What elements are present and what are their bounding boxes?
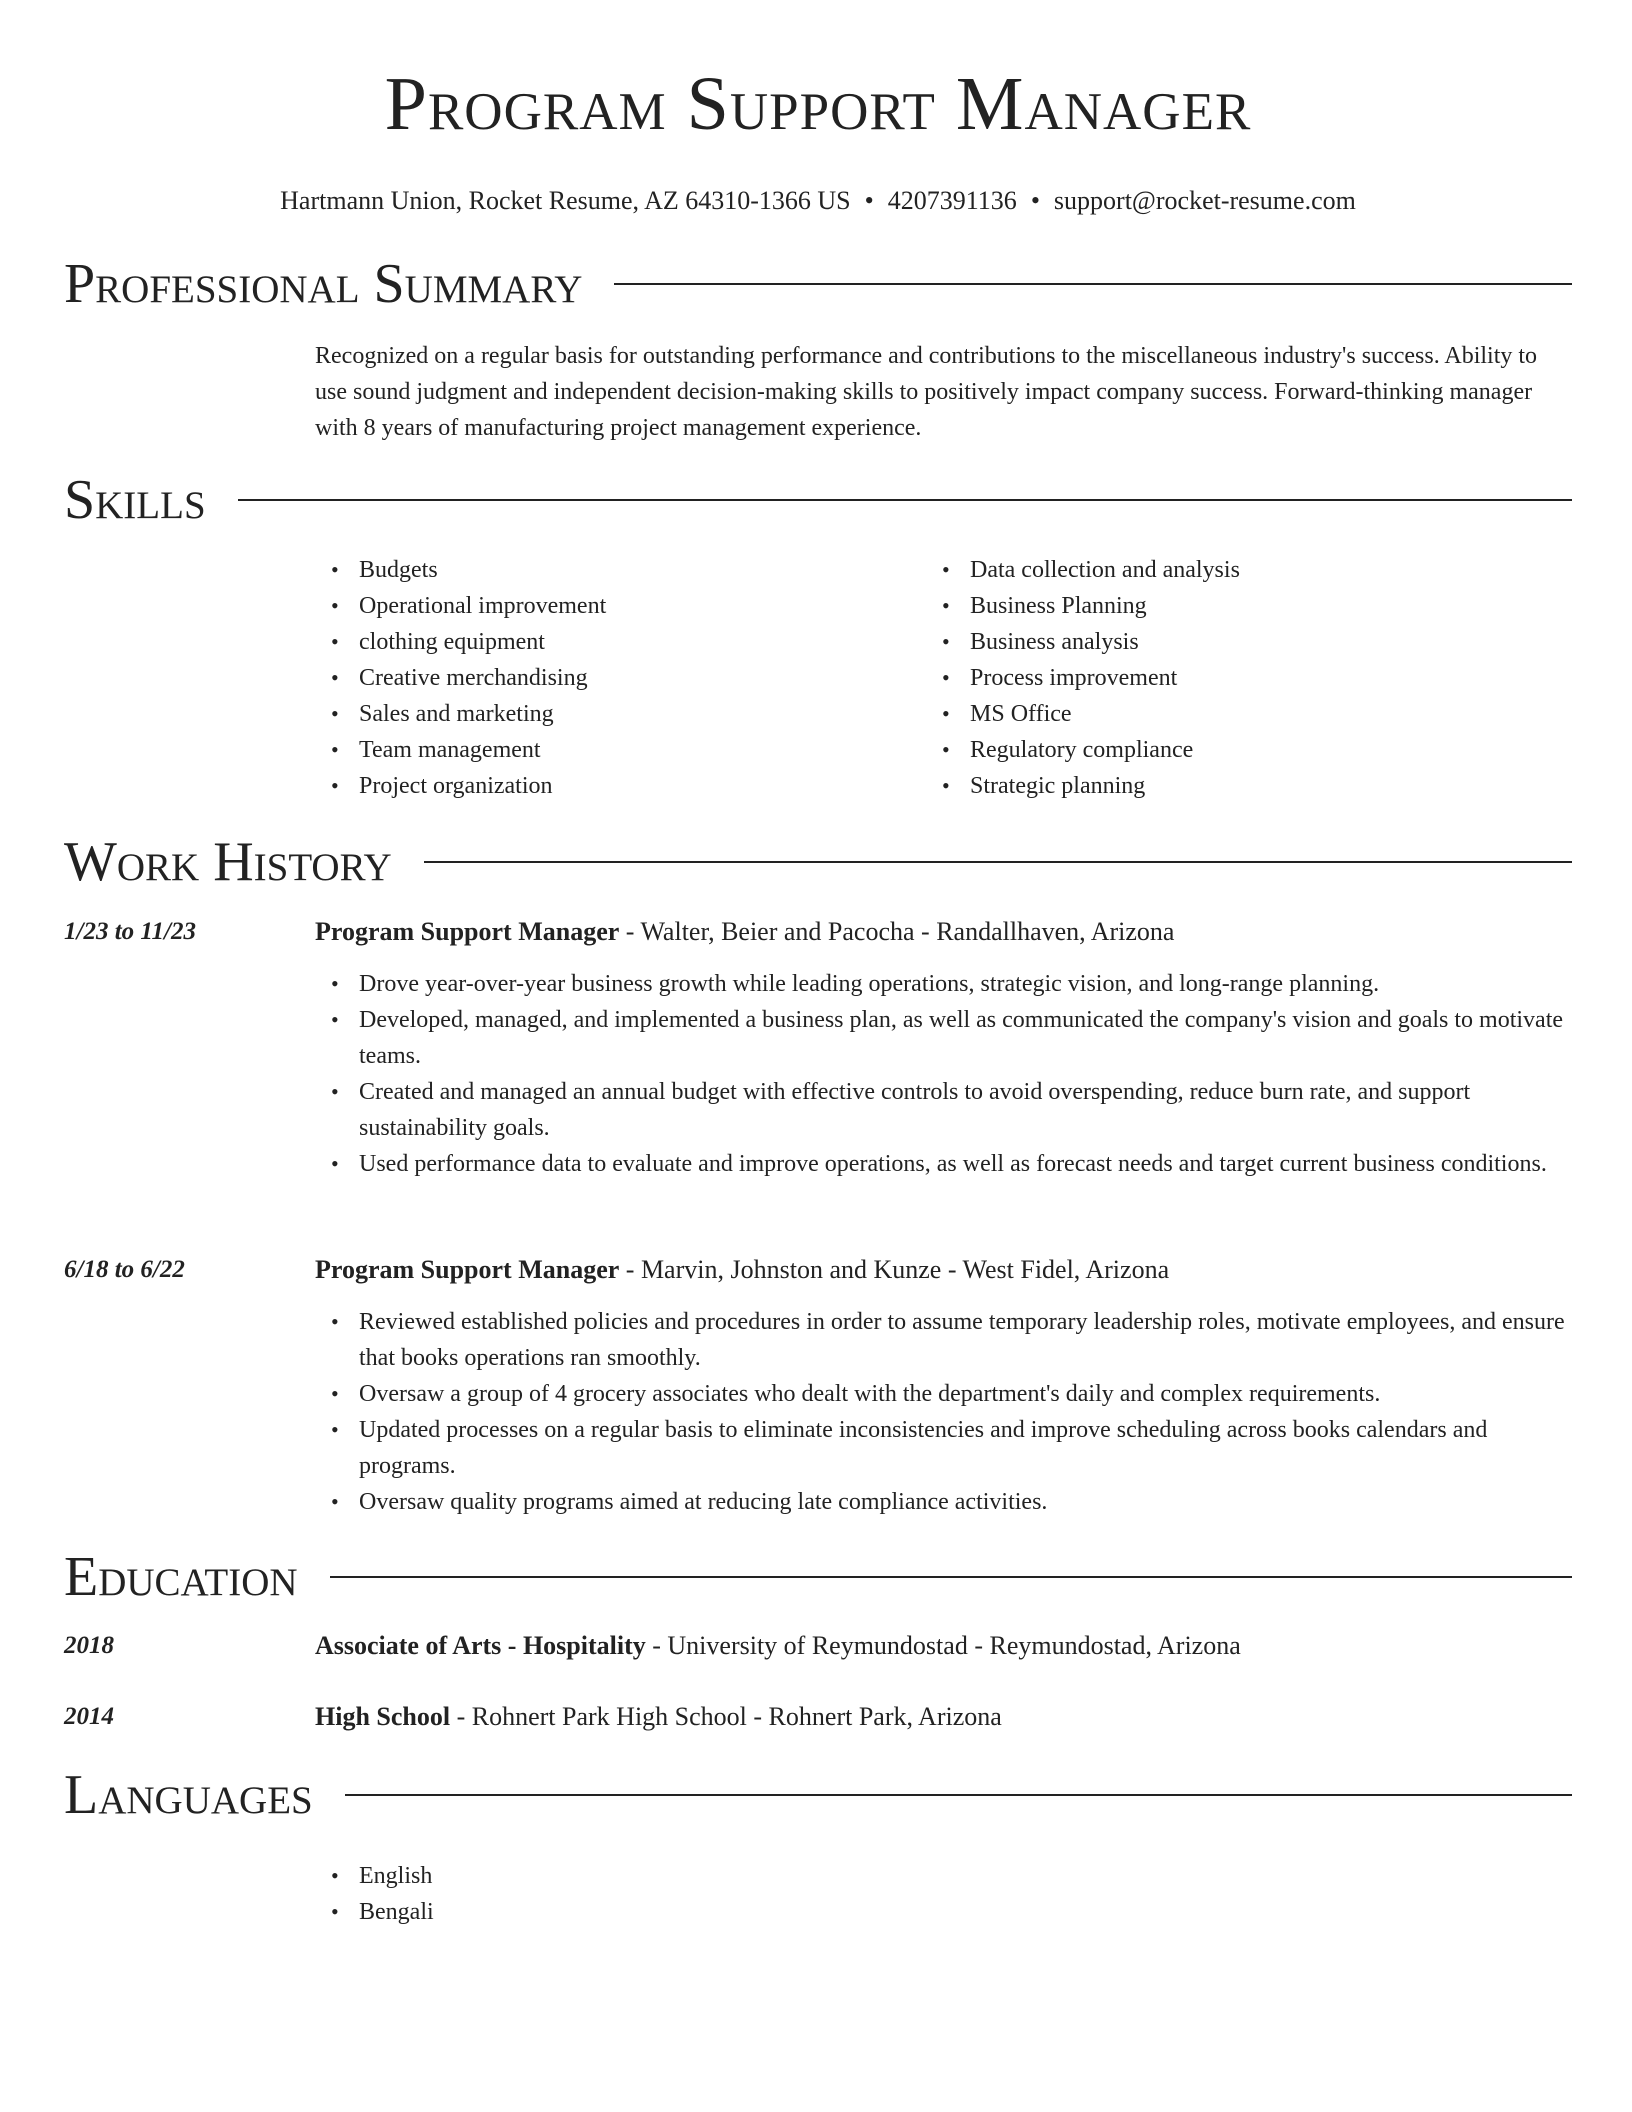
summary-section-header — [64, 252, 1572, 316]
skills-section-header — [64, 468, 1572, 532]
contact-address: Hartmann Union, Rocket Resume, AZ 64310-1366 US — [280, 186, 851, 215]
education-section-title: Education — [64, 1545, 330, 1609]
education-year: 2014 — [64, 1703, 114, 1730]
skill-item: • clothing equipment — [359, 624, 606, 660]
skills-section-title: Skills — [64, 468, 238, 532]
education-entry — [315, 1628, 1572, 1664]
education-degree: High School — [315, 1702, 451, 1731]
job-bullet: • Reviewed established policies and procedures in order to assume temporary leadership roles, motivate employees, and ensure that books operations ran smoothly. — [359, 1304, 1572, 1376]
education-school: - Rohnert Park High School - Rohnert Park, Arizona — [450, 1702, 1002, 1731]
languages-list — [315, 1858, 434, 1930]
skill-item: • Regulatory compliance — [970, 732, 1240, 768]
education-degree: Associate of Arts - Hospitality — [315, 1631, 646, 1660]
job-bullet: • Used performance data to evaluate and improve operations, as well as forecast needs and target current business conditions. — [359, 1146, 1572, 1182]
contact-separator: • — [864, 186, 874, 215]
contact-phone: 4207391136 — [887, 186, 1017, 215]
education-school: - University of Reymundostad - Reymundostad, Arizona — [645, 1631, 1241, 1660]
work-section-header — [64, 830, 1572, 894]
contact-email: support@rocket-resume.com — [1053, 186, 1356, 215]
resume-page — [64, 0, 1572, 1925]
job-bullet: • Developed, managed, and implemented a business plan, as well as communicated the company's vision and goals to motivate teams. — [359, 1002, 1572, 1074]
languages-section-header — [64, 1763, 1572, 1827]
skill-item: • Business Planning — [970, 588, 1240, 624]
job-employer: - Marvin, Johnston and Kunze - West Fidel, Arizona — [619, 1255, 1170, 1284]
languages-section-title: Languages — [64, 1763, 345, 1827]
skill-item: • Operational improvement — [359, 588, 606, 624]
section-divider — [64, 499, 1572, 501]
job-title: Program Support Manager — [315, 917, 620, 946]
job-bullets — [315, 966, 1572, 1182]
skill-item: • MS Office — [970, 696, 1240, 732]
work-section-title: Work History — [64, 830, 424, 894]
job-bullet: • Oversaw a group of 4 grocery associates who dealt with the department's daily and complex requirements. — [359, 1376, 1572, 1412]
skill-item: • Budgets — [359, 552, 606, 588]
contact-separator: • — [1030, 186, 1040, 215]
job-bullet: • Oversaw quality programs aimed at reducing late compliance activities. — [359, 1484, 1572, 1520]
language-item: • Bengali — [359, 1894, 434, 1930]
summary-text: Recognized on a regular basis for outstanding performance and contributions to the miscellaneous industry's success. Ability to use sound judgment and independent decision-making skills to positively impact company success. Forward-thinking manager with 8 years of manufacturing project management experience. — [315, 343, 1538, 441]
skills-list-left — [315, 552, 606, 804]
job-bullet: • Created and managed an annual budget with effective controls to avoid overspending, reduce burn rate, and support sustainability goals. — [359, 1074, 1572, 1146]
skills-list-right — [926, 552, 1240, 804]
job-employer: - Walter, Beier and Pacocha - Randallhaven, Arizona — [619, 917, 1175, 946]
job-bullets — [315, 1304, 1572, 1520]
skill-item: • Team management — [359, 732, 606, 768]
skill-item: • Data collection and analysis — [970, 552, 1240, 588]
education-entry — [315, 1699, 1572, 1735]
skill-item: • Sales and marketing — [359, 696, 606, 732]
skill-item: • Strategic planning — [970, 768, 1240, 804]
skill-item: • Process improvement — [970, 660, 1240, 696]
education-section-header — [64, 1545, 1572, 1609]
contact-line — [64, 184, 1572, 218]
education-year: 2018 — [64, 1632, 114, 1659]
job-dates: 6/18 to 6/22 — [64, 1256, 185, 1283]
summary-section-title: Professional Summary — [64, 252, 614, 316]
job-title: Program Support Manager — [315, 1255, 620, 1284]
skill-item: • Business analysis — [970, 624, 1240, 660]
skill-item: • Creative merchandising — [359, 660, 606, 696]
resume-name: Program Support Manager — [384, 62, 1252, 146]
job-heading — [315, 914, 1572, 950]
job-dates: 1/23 to 11/23 — [64, 918, 196, 945]
job-heading — [315, 1252, 1572, 1288]
job-bullet: • Updated processes on a regular basis to eliminate inconsistencies and improve scheduling across books calendars and programs. — [359, 1412, 1572, 1484]
job-bullet: • Drove year-over-year business growth while leading operations, strategic vision, and long-range planning. — [359, 966, 1572, 1002]
language-item: • English — [359, 1858, 434, 1894]
skill-item: • Project organization — [359, 768, 606, 804]
